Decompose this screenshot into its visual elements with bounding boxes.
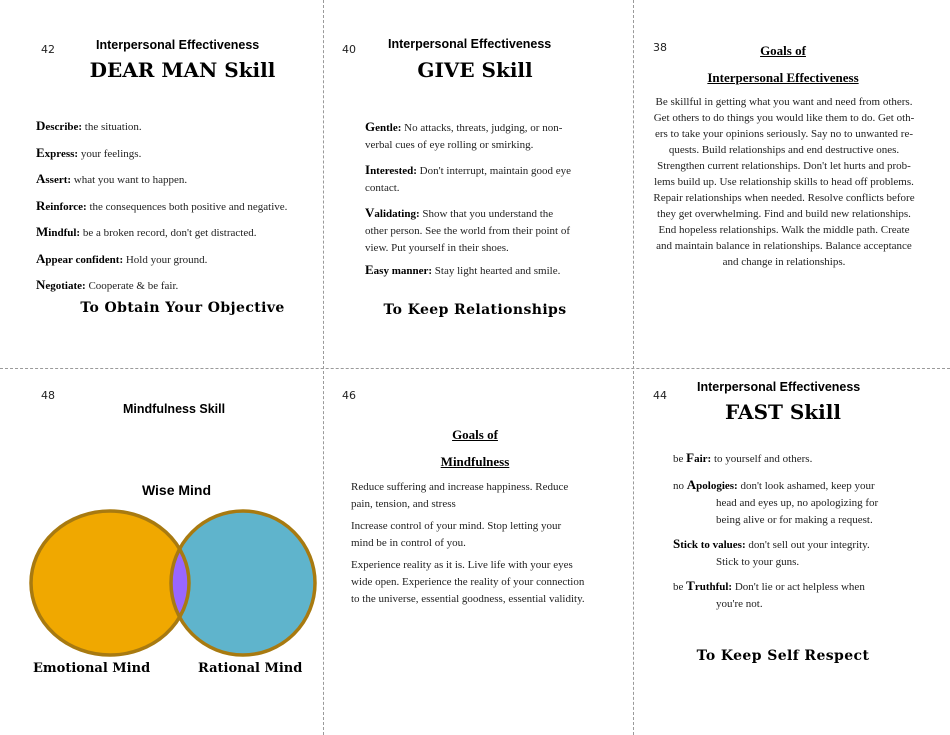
page-number: 44: [653, 389, 667, 402]
page-number: 42: [41, 43, 55, 56]
goals-heading-topic: Interpersonal Effectiveness: [707, 70, 859, 85]
panel-footer: To Keep Relationships: [383, 302, 567, 318]
emotional-mind-label: Emotional Mind: [33, 661, 151, 676]
goals-heading: Goals of: [452, 427, 498, 442]
panel-footer: To Obtain Your Objective: [80, 300, 285, 316]
page-number: 46: [342, 389, 356, 402]
skill-item-describe: Describe: the situation.: [36, 118, 142, 133]
skill-item-apologies: no Apologies: don't look ashamed, keep your head and eyes up, no apologizing for being alive or for making a request.: [673, 477, 879, 526]
page-number: 48: [41, 389, 55, 402]
panel-title: FAST Skill: [725, 400, 841, 424]
skill-item-easy-manner: Easy manner: Stay light hearted and smile.: [365, 262, 561, 277]
cut-line-middle: [0, 368, 950, 369]
panel-subtitle: Interpersonal Effectiveness: [96, 38, 260, 52]
goal-paragraph: Increase control of your mind. Stop letting your mind be in control of you.: [351, 520, 562, 549]
skill-item-mindful: Mindful: be a broken record, don't get distracted.: [36, 224, 257, 239]
wise-mind-label: Wise Mind: [141, 482, 212, 498]
panel-subtitle: Interpersonal Effectiveness: [388, 37, 552, 51]
skill-item-gentle: Gentle: No attacks, threats, judging, or non- verbal cues of eye rolling or smirking.: [365, 119, 563, 151]
skill-item-validating: Validating: Show that you understand the other person. See the world from their point of view. Put yourself in their shoes.: [365, 205, 570, 254]
goal-paragraph: Experience reality as it is. Live life with your eyes wide open. Experience the reality of your connection to the universe, essential goodness, essential validity.: [351, 559, 585, 605]
skill-item-interested: Interested: Don't interrupt, maintain good eye contact.: [365, 162, 572, 194]
panel-title: GIVE Skill: [417, 58, 533, 82]
skill-item-appear-confident: Appear confident: Hold your ground.: [36, 251, 208, 266]
page-number: 38: [653, 41, 667, 54]
skill-item-assert: Assert: what you want to happen.: [36, 171, 188, 186]
goal-paragraph: Reduce suffering and increase happiness. Reduce pain, tension, and stress: [351, 481, 569, 510]
panel-subtitle: Interpersonal Effectiveness: [697, 380, 861, 394]
page-number: 40: [342, 43, 356, 56]
panel-title: DEAR MAN Skill: [89, 58, 276, 82]
skill-item-reinforce: Reinforce: the consequences both positive and negative.: [36, 198, 288, 213]
skill-item-stick-to-values: Stick to values: don't sell out your integrity. Stick to your guns.: [673, 536, 870, 568]
panel-subtitle: Mindfulness Skill: [123, 402, 226, 416]
skill-item-negotiate: Negotiate: Cooperate & be fair.: [36, 277, 179, 292]
skill-item-fair: be Fair: to yourself and others.: [673, 450, 813, 465]
skill-item-express: Express: your feelings.: [36, 145, 142, 160]
goals-heading-topic: Mindfulness: [440, 454, 510, 469]
skill-item-truthful: be Truthful: Don't lie or act helpless when you're not.: [673, 578, 865, 610]
goals-heading: Goals of: [760, 43, 806, 58]
goals-body: Be skillful in getting what you want and need from others. Get others to do things you would like them to do. Get oth- ers to take your opinions seriously. Say no to unwanted re- quests. Build relationships and end destructive ones. Strengthen current relationships. Don't let hurts and prob- lems build up. Use relationship skills to head off problems. Repair relationships when needed. Resolve conflicts before they get overwhelming. Find and build new relationships. End hopeless relationships. Walk the middle path. Create and maintain balance in relationships. Balance acceptance and change in relationships.: [653, 96, 915, 268]
rational-mind-label: Rational Mind: [198, 661, 303, 676]
venn-diagram: [22, 504, 322, 664]
panel-footer: To Keep Self Respect: [696, 648, 870, 664]
